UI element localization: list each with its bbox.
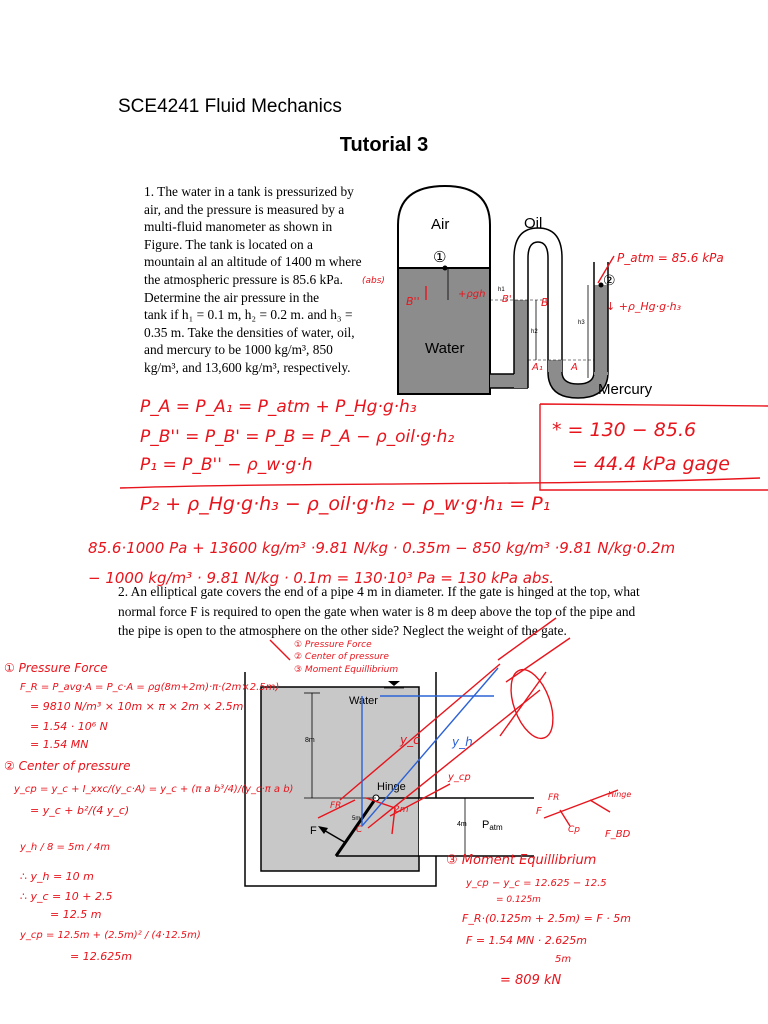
fbd-hinge-label: Hinge	[608, 790, 632, 799]
figure-2m-label: 2m	[394, 805, 409, 815]
pgh-note: ↓ +ρ_Hg·g·h₃	[606, 300, 682, 313]
course-title: SCE4241 Fluid Mechanics	[118, 96, 342, 117]
pressure-force-eq-2: = 9810 N/m³ × 10m × π × 2m × 2.5m	[30, 700, 244, 713]
side-calc-2: ∴ y_h = 10 m	[20, 870, 94, 883]
solution-eq-1: P_A = P_A₁ = P_atm + P_Hg·g·h₃	[140, 397, 417, 417]
h3-label: h3	[578, 320, 585, 326]
water-label: Water	[349, 695, 378, 707]
moment-result: = 809 kN	[500, 973, 562, 988]
side-calc-4: = 12.5 m	[50, 908, 102, 921]
h2-label: h2	[531, 329, 538, 335]
point-2-label: ②	[603, 273, 616, 289]
moment-eq-3: F_R·(0.125m + 2.5m) = F · 5m	[462, 912, 631, 925]
moment-title: ③ Moment Equillibrium	[446, 853, 597, 868]
problem-1-line: mountain al an altitude of 1400 m where	[144, 254, 362, 270]
gage-box-line-2: = 44.4 kPa gage	[572, 453, 730, 475]
gage-box-line-1: * = 130 − 85.6	[552, 419, 697, 441]
air-label: Air	[431, 216, 450, 233]
point-1-label: ①	[433, 248, 447, 266]
solution-eq-2: P_B'' = P_B' = P_B = P_A − ρ_oil·g·h₂	[140, 427, 455, 447]
fbd-resultant-label: FR	[548, 793, 560, 803]
solution-eq-6: − 1000 kg/m³ · 9.81 N/kg · 0.1m = 130·10³ Pa = 130 kPa abs.	[88, 569, 554, 587]
a1-note: A₁	[532, 362, 543, 373]
problem-1-line: 0.35 m. Take the densities of water, oil,	[144, 324, 355, 340]
mercury-label: Mercury	[598, 381, 653, 398]
tutorial-title: Tutorial 3	[339, 134, 429, 156]
problem-1-line: the atmospheric pressure is 85.6 kPa.	[144, 271, 343, 287]
pressure-force-eq-4: = 1.54 MN	[30, 738, 89, 751]
solution-eq-4: P₂ + ρ_Hg·g·h₃ − ρ_oil·g·h₂ − ρ_w·g·h₁ = P₁	[140, 493, 551, 515]
problem-1-line: tank if h₁ = 0.1 m, h₂ = 0.2 m. and h₃ =	[144, 307, 353, 323]
side-calc-1: y_h / 8 = 5m / 4m	[20, 842, 111, 853]
problem-1-line: air, and the pressure is measured by a	[144, 201, 345, 217]
figure-ycp-label: y_cp	[448, 772, 471, 783]
moment-eq-5: 5m	[555, 954, 572, 965]
solution-eq-3: P₁ = P_B'' − ρ_w·g·h	[140, 455, 313, 475]
problem-1-line: and mercury to be 1000 kg/m³, 850	[144, 342, 333, 358]
moment-eq-4: F = 1.54 MN · 2.625m	[466, 934, 587, 947]
figure-fr-label: FR	[330, 801, 342, 811]
problem-1-line: Figure. The tank is located on a	[144, 236, 313, 252]
pressure-force-eq-1: F_R = P_avg·A = P_c·A = ρg(8m+2m)·π·(2m×2.5m)	[20, 682, 280, 693]
pipe-diameter-label: 4m	[457, 821, 467, 828]
fbd-cp-label: Cp	[568, 825, 580, 835]
a-note: A	[571, 362, 578, 373]
center-of-pressure-title: ② Center of pressure	[4, 759, 131, 773]
hinge-label: Hinge	[377, 781, 406, 793]
fbd-force-label: F	[536, 806, 542, 817]
force-label: F	[310, 825, 317, 837]
pressure-force-title: ① Pressure Force	[4, 661, 108, 675]
depth-label: 8m	[305, 737, 315, 744]
figure-c-label: C	[356, 825, 363, 835]
side-calc-5: y_cp = 12.5m + (2.5m)² / (4·12.5m)	[20, 930, 201, 941]
fbd-label: F_BD	[605, 829, 631, 840]
moment-eq-1: y_cp − y_c = 12.625 − 12.5	[466, 878, 607, 889]
side-calc-3: ∴ y_c = 10 + 2.5	[20, 890, 113, 903]
water-label: Water	[425, 340, 465, 357]
figure-yh-label: y_h	[452, 735, 473, 749]
figure-yc-label: y_c	[400, 733, 420, 747]
oil-label: Oil	[524, 215, 543, 232]
center-of-pressure-eq-2: = y_c + b²/(4 y_c)	[30, 804, 130, 817]
solution-eq-5: 85.6·1000 Pa + 13600 kg/m³ ·9.81 N/kg · 0.35m − 850 kg/m³ ·9.81 N/kg·0.2m	[88, 539, 676, 557]
abs-note: (abs)	[362, 276, 385, 286]
problem-1-line: Determine the air pressure in the	[144, 289, 320, 305]
method-list-3: ③ Moment Equillibrium	[294, 665, 399, 675]
center-of-pressure-eq-1: y_cp = y_c + I_xxc/(y_c·A) = y_c + (π a b³/4)/(y_c·π a b)	[14, 784, 294, 795]
method-list-1: ① Pressure Force	[294, 640, 372, 650]
method-list-2: ② Center of pressure	[294, 652, 389, 662]
moment-eq-2: = 0.125m	[496, 895, 541, 905]
pressure-force-eq-3: = 1.54 · 10⁶ N	[30, 720, 108, 733]
patm-label: Patm	[482, 819, 503, 832]
problem-1-line: multi-fluid manometer as shown in	[144, 219, 333, 235]
rho-note: +ρgh	[458, 289, 486, 300]
b-prime-note: B'	[502, 294, 512, 305]
b-note: B	[541, 296, 549, 309]
patm-note: P_atm = 85.6 kPa	[617, 251, 724, 265]
gate-length-label: 5m	[352, 816, 361, 822]
h1-label: h1	[498, 287, 505, 293]
problem-2-text: 2. An elliptical gate covers the end of a pipe 4 m in diameter. If the gate is hinged at the top, what normal force F is required to open the gate when water is 8 m deep above the top of the pipe and the pipe is open to the atmosphere on the other side? Neglect the weight of the gate.	[118, 584, 640, 639]
side-calc-6: = 12.625m	[70, 950, 132, 963]
problem-1-line: kg/m³, and 13,600 kg/m³, respectively.	[144, 359, 351, 375]
b-double-prime-note: B''	[406, 295, 420, 308]
problem-1-line: 1. The water in a tank is pressurized by	[144, 184, 354, 199]
